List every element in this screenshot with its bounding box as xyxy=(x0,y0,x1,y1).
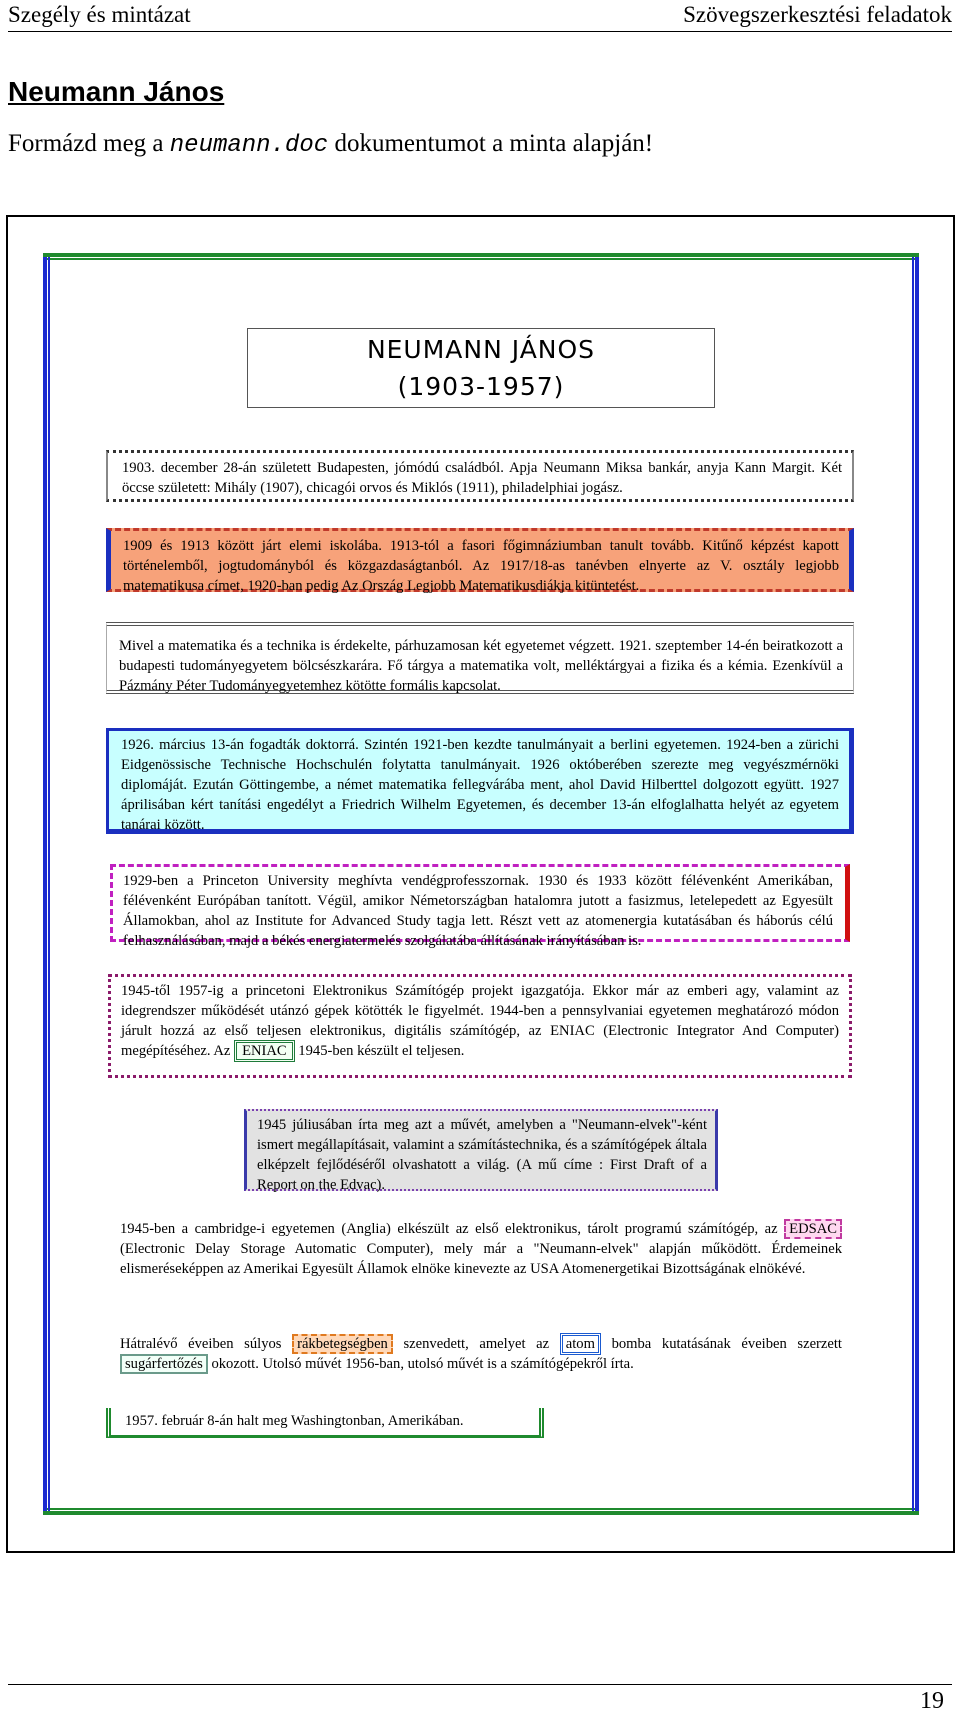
paragraph-computer-project xyxy=(108,974,852,1078)
page-number: 19 xyxy=(920,1688,944,1714)
edsac-highlight: EDSAC xyxy=(784,1219,842,1239)
paragraph-birth: 1903. december 28-án született Budapesten, jómódú családból. Apja Neumann Miksa bankár, anyja Kann Margit. Két öccse született: Mihály (1907), chicagói orvos és Miklós (1911), philadelphiai jogász. xyxy=(106,450,854,502)
sample-title-years: (1903-1957) xyxy=(397,372,565,401)
instruction-filename: neumann.doc xyxy=(169,132,329,159)
instruction-after: dokumentumot a minta alapján! xyxy=(328,130,654,157)
p9-text-d: okozott. Utolsó művét 1956-ban, utolsó művét is a számítógépekről írta. xyxy=(207,1356,634,1372)
paragraph-princeton: 1929-ben a Princeton University meghívta vendégprofesszornak. 1930 és 1933 között félévenként Amerikában, félévenként Európában tanított. Végül, amikor Németországban hatalomra jutott a fasizmus, letelepedett az Egyesült Államokban, ahol az Institute for Advanced Study tagja lett. Részt vett az atomenergia kutatásában és háborús célú felhasználásában, majd a békés energiatermelés szolgálatába állításának irányításában is. xyxy=(110,864,850,942)
page-title: Neumann János xyxy=(8,76,225,107)
header-right-title: Szövegszerkesztési feladatok xyxy=(683,2,952,27)
p9-text-b: szenvedett, amelyet az xyxy=(392,1336,560,1352)
header-left-title: Szegély és mintázat xyxy=(8,2,191,27)
eniac-highlight: ENIAC xyxy=(234,1040,295,1062)
p9-text-a: Hátralévő éveiben súlyos xyxy=(120,1336,293,1352)
paragraph-death: 1957. február 8-án halt meg Washingtonban, Amerikában. xyxy=(106,1408,544,1438)
paragraph-first-draft: 1945 júliusában írta meg azt a művét, amelyben a "Neumann-elvek"-ként ismert megállapításait, valamint a számítástechnika, és a számítógépek általa elképzelt fejlődéséről olvashatott a világ. (A mű címe : First Draft of a Report on the Edvac). xyxy=(244,1109,718,1191)
p6-text-after: 1945-ben készült el teljesen. xyxy=(294,1043,465,1059)
page-border-top xyxy=(43,253,919,260)
p9-text-c: bomba kutatásának éveiben szerzett xyxy=(600,1336,842,1352)
instruction-text xyxy=(8,130,653,159)
page-border-left xyxy=(43,257,50,1511)
atom-highlight: atom xyxy=(560,1333,601,1355)
paragraph-school: 1909 és 1913 között járt elemi iskolába. 1913-tól a fasori főgimnáziumban tanult tovább. Kitűnő képzést kapott történelemből, jogtudományból és közgazdaságtanból. Az 1917/18-as tanévben elnyerte az V. osztály legjobb matematikusa címet, 1920-ban pedig Az Ország Legjobb Matematikusdiákja kitüntetést. xyxy=(106,528,854,592)
p8-text-after: (Electronic Delay Storage Automatic Computer), mely már a "Neumann-elvek" alapján működött. Érdemeinek elismeréseképpen az Amerikai Egyesült Államok elnöke kinevezte az USA Atomenergetikai Bizottságának elnökévé. xyxy=(120,1241,842,1277)
paragraph-university: Mivel a matematika és a technika is érdekelte, párhuzamosan két egyetemet végzett. 1921. szeptember 14-én beiratkozott a budapesti tudományegyetem bölcsészkarára. Fő tárgya a matematika volt, melléktárgyai a fizika és a kémia. Ezenkívül a Pázmány Péter Tudományegyetemhez kötötte formális kapcsolat. xyxy=(106,622,854,694)
running-header xyxy=(8,0,952,32)
paragraph-illness xyxy=(110,1332,850,1382)
p6-text-before: 1945-től 1957-ig a princetoni Elektronikus Számítógép projekt igazgatója. Ekkor már az emberi agy, valamint az idegrendszer működését utánzó gépek kötötték le figyelmét. 1944-ben a pennsylvaniai egyetemen meghatározó módon járult hozzá az első teljesen elektronikus, digitális számítógép, az ENIAC (Electronic Integrator And Computer) megépítéséhez. Az xyxy=(121,983,839,1059)
footer-rule xyxy=(8,1684,952,1685)
paragraph-doctorate: 1926. március 13-án fogadták doktorrá. Szintén 1921-ben kezdte tanulmányait a berlini egyetemen. 1924-ben a zürichi Eidgenössische Technische Hochschulén folytatta tanulmányait. 1926 októberében szerezte meg vegyészmérnöki diplomáját. Ezután Göttingembe, a német matematika fellegvárába ment, ahol David Hilberttel dolgozott együtt. 1927 áprilisában kért tanítási engedélyt a Friedrich Wilhelm Egyetemen, és december 13-án elfoglalhatta helyét az egyetem tanárai között. xyxy=(106,728,854,834)
p8-text-before: 1945-ben a cambridge-i egyetemen (Anglia) elkészült az első elektronikus, tárolt programú számítógép, az xyxy=(120,1221,785,1237)
sample-title-name: NEUMANN JÁNOS xyxy=(366,335,596,364)
instruction-before: Formázd meg a xyxy=(8,130,170,157)
paragraph-edsac xyxy=(110,1217,850,1297)
page-border-bottom xyxy=(43,1508,919,1515)
sugar-highlight: sugárfertőzés xyxy=(120,1354,208,1374)
sample-title-box xyxy=(247,328,715,408)
page-border-right xyxy=(912,257,919,1511)
rak-highlight: rákbetegségben xyxy=(292,1334,393,1354)
